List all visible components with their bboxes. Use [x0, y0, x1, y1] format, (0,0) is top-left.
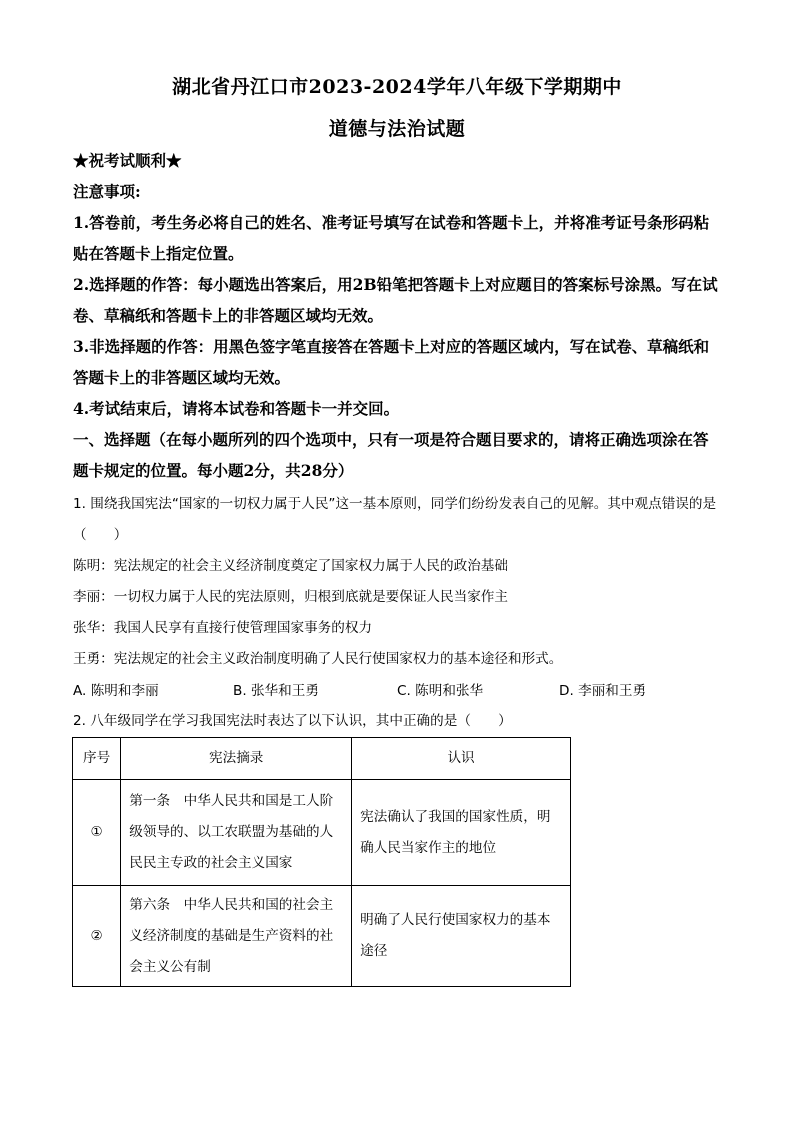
notice-item-1: 1.答卷前，考生务必将自己的姓名、准考证号填写在试卷和答题卡上，并将准考证号条形码粘贴在答题卡上指定位置。	[73, 213, 710, 263]
row-excerpt: 第六条 中华人民共和国的社会主义经济制度的基础是生产资料的社会主义公有制	[121, 886, 352, 987]
question-1-view-lili: 李丽：一切权力属于人民的宪法原则，归根到底就是要保证人民当家作主	[73, 589, 508, 605]
notice-heading: 注意事项:	[73, 182, 141, 201]
option-c[interactable]: C. 陈明和张华	[397, 683, 484, 699]
option-d[interactable]: D. 李丽和王勇	[559, 683, 647, 699]
header-view: 认识	[352, 738, 571, 780]
table-header-row	[73, 738, 571, 780]
question-1-view-wangyong: 王勇：宪法规定的社会主义政治制度明确了人民行使国家权力的基本途径和形式。	[73, 651, 563, 667]
table-row	[73, 886, 571, 987]
greeting: ★祝考试顺利★	[73, 151, 182, 170]
question-1-stem: 1. 围绕我国宪法“国家的一切权力属于人民”这一基本原则，同学们纷纷发表自己的见解。其中观点错误的是（ ）	[73, 496, 717, 543]
row-number: ①	[73, 780, 121, 886]
question-2-stem: 2. 八年级同学在学习我国宪法时表达了以下认识，其中正确的是（ ）	[73, 713, 512, 729]
section-heading: 一、选择题（在每小题所列的四个选项中，只有一项是符合题目要求的，请将正确选项涂在答题卡规定的位置。每小题2分，共28分）	[73, 430, 709, 480]
question-1-view-zhanghua: 张华：我国人民享有直接行使管理国家事务的权力	[73, 620, 373, 636]
row-number: ②	[73, 886, 121, 987]
row-view: 宪法确认了我国的国家性质，明确人民当家作主的地位	[352, 780, 571, 886]
notice-item-4: 4.考试结束后，请将本试卷和答题卡一并交回。	[73, 399, 400, 418]
exam-subtitle: 道德与法治试题	[328, 118, 466, 140]
header-number: 序号	[73, 738, 121, 780]
row-view: 明确了人民行使国家权力的基本途径	[352, 886, 571, 987]
table-row	[73, 780, 571, 886]
header-excerpt: 宪法摘录	[121, 738, 352, 780]
exam-title: 湖北省丹江口市2023-2024学年八年级下学期期中	[172, 76, 622, 98]
question-1-options	[73, 676, 723, 707]
option-a[interactable]: A. 陈明和李丽	[73, 683, 159, 699]
row-excerpt: 第一条 中华人民共和国是工人阶级领导的、以工农联盟为基础的人民民主专政的社会主义国家	[121, 780, 352, 886]
notice-item-3: 3.非选择题的作答：用黑色签字笔直接答在答题卡上对应的答题区域内，写在试卷、草稿纸和答题卡上的非答题区域均无效。	[73, 337, 710, 387]
constitution-table	[72, 737, 571, 987]
question-1-view-chenming: 陈明：宪法规定的社会主义经济制度奠定了国家权力属于人民的政治基础	[73, 558, 508, 574]
notice-item-2: 2.选择题的作答：每小题选出答案后，用2B铅笔把答题卡上对应题目的答案标号涂黑。写在试卷、草稿纸和答题卡上的非答题区域均无效。	[73, 275, 718, 325]
option-b[interactable]: B. 张华和王勇	[233, 683, 319, 699]
